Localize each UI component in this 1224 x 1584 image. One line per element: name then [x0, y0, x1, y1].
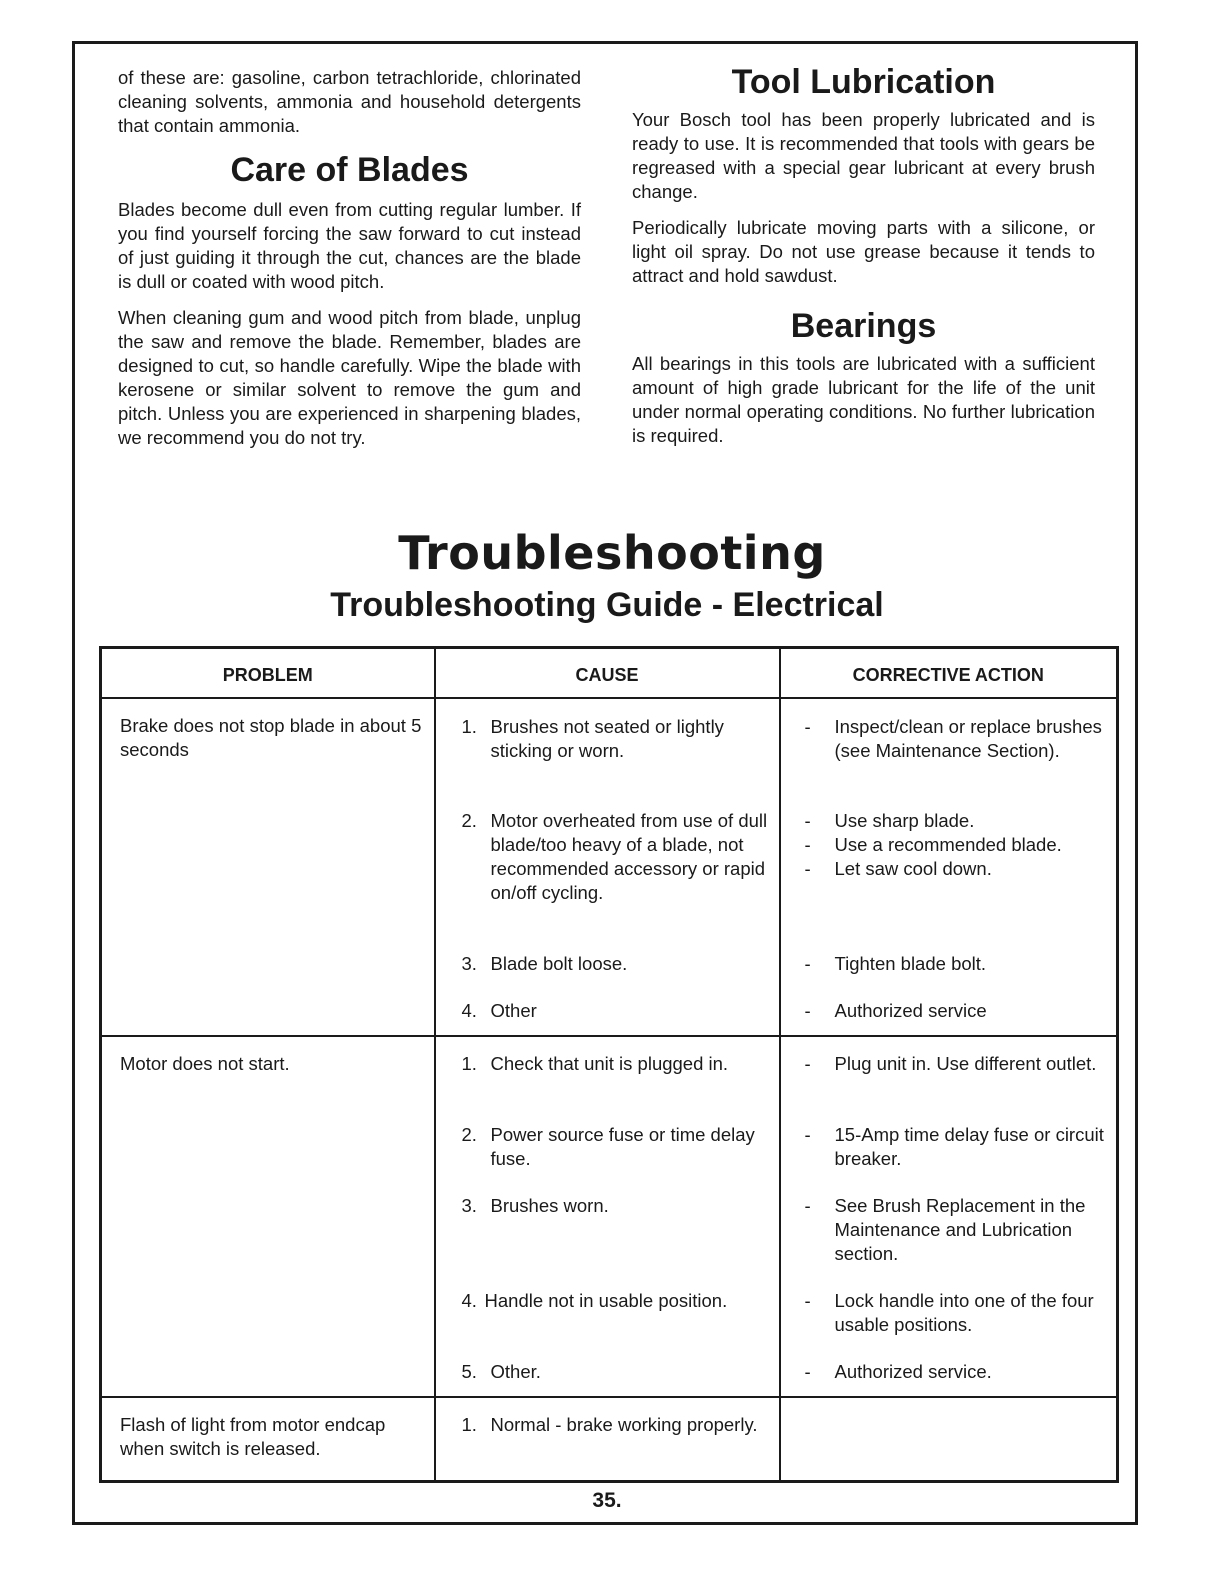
header-corrective-action: CORRECTIVE ACTION — [780, 648, 1118, 699]
cause-number: 4. — [461, 1000, 477, 1021]
lubrication-paragraph-1: Your Bosch tool has been properly lubricated and is ready to use. It is recommended that tools with gears be regreased with a special gear lubricant at every brush change. — [632, 109, 1095, 202]
bearings-heading: Bearings — [790, 307, 937, 345]
action-dash: - — [804, 1290, 811, 1311]
action-dash: - — [804, 858, 811, 879]
action-cell — [780, 1289, 1118, 1360]
cause-number: 1. — [461, 1414, 477, 1435]
action-text: Plug unit in. Use different outlet. — [834, 1053, 1097, 1074]
action-dash: - — [804, 834, 811, 855]
cause-text: Brushes worn. — [490, 1195, 609, 1216]
action-cell — [780, 1360, 1118, 1397]
right-column — [632, 63, 1095, 460]
cause-text: Other. — [490, 1361, 541, 1382]
problem-cell — [101, 1397, 435, 1482]
header-cause: CAUSE — [435, 648, 780, 699]
cause-cell — [435, 1194, 780, 1289]
tool-lubrication-heading: Tool Lubrication — [731, 63, 996, 101]
table-row — [101, 1397, 1118, 1482]
troubleshooting-title: Troubleshooting — [398, 526, 826, 580]
cause-cell — [435, 999, 780, 1036]
action-dash: - — [804, 1053, 811, 1074]
action-cell — [780, 1123, 1118, 1194]
action-text: Let saw cool down. — [834, 858, 992, 879]
cause-cell — [435, 1397, 780, 1482]
care-of-blades-heading: Care of Blades — [230, 151, 469, 189]
guide-subtitle: Troubleshooting Guide - Electrical — [330, 586, 884, 624]
cause-text: Power source fuse or time delay fuse. — [490, 1124, 755, 1169]
cause-number: 1. — [461, 1053, 477, 1074]
action-text: Authorized service. — [834, 1361, 992, 1382]
cause-cell — [435, 952, 780, 999]
cause-text: Other — [490, 1000, 537, 1021]
action-text: Lock handle into one of the four usable positions. — [834, 1290, 1094, 1335]
action-text: Use sharp blade. — [834, 810, 975, 831]
cause-text: Brushes not seated or lightly sticking or worn. — [490, 716, 724, 761]
problem-text: Brake does not stop blade in about 5 seconds — [120, 715, 422, 760]
cause-cell — [435, 809, 780, 952]
table-row — [101, 698, 1118, 809]
cause-text: Normal - brake working properly. — [490, 1414, 758, 1435]
action-dash: - — [804, 716, 811, 737]
cause-number: 3. — [461, 1195, 477, 1216]
problem-text: Flash of light from motor endcap when switch is released. — [120, 1414, 386, 1459]
lubrication-paragraph-2: Periodically lubricate moving parts with a silicone, or light oil spray. Do not use grease because it tends to attract and hold sawdust. — [632, 217, 1095, 286]
cause-cell — [435, 698, 780, 809]
problem-cell — [101, 1036, 435, 1397]
table-header-row — [101, 648, 1118, 699]
problem-text: Motor does not start. — [120, 1053, 290, 1074]
action-dash: - — [804, 1000, 811, 1021]
cause-text: Check that unit is plugged in. — [490, 1053, 729, 1074]
action-text: Tighten blade bolt. — [834, 953, 987, 974]
cause-text: Motor overheated from use of dull blade/too heavy of a blade, not recommended accessory or rapid on/off cycling. — [490, 810, 768, 903]
action-text: Use a recommended blade. — [834, 834, 1062, 855]
action-text: Inspect/clean or replace brushes (see Maintenance Section). — [834, 716, 1102, 761]
header-problem: PROBLEM — [101, 648, 435, 699]
action-text: 15-Amp time delay fuse or circuit breaker. — [834, 1124, 1104, 1169]
cause-text: Blade bolt loose. — [490, 953, 628, 974]
cause-number: 1. — [461, 716, 477, 737]
table-row — [101, 1036, 1118, 1123]
cause-number: 5. — [461, 1361, 477, 1382]
action-cell — [780, 698, 1118, 809]
left-column — [118, 66, 581, 462]
problem-cell — [101, 698, 435, 1036]
cause-cell — [435, 1360, 780, 1397]
action-cell — [780, 952, 1118, 999]
bearings-paragraph: All bearings in this tools are lubricated with a sufficient amount of high grade lubricant for the life of the unit under normal operating conditions. No further lubrication is required. — [632, 353, 1095, 446]
cause-number: 2. — [461, 810, 477, 831]
action-cell — [780, 1036, 1118, 1123]
cause-text: Handle not in usable position. — [484, 1290, 728, 1311]
action-dash: - — [804, 1195, 811, 1216]
cause-number: 3. — [461, 953, 477, 974]
solvents-paragraph: of these are: gasoline, carbon tetrachloride, chlorinated cleaning solvents, ammonia and household detergents that contain ammonia. — [118, 67, 581, 136]
action-dash: - — [804, 1361, 811, 1382]
cause-number: 2. — [461, 1124, 477, 1145]
action-dash: - — [804, 1124, 811, 1145]
care-paragraph-2: When cleaning gum and wood pitch from blade, unplug the saw and remove the blade. Remember, blades are designed to cut, so handle carefully. Wipe the blade with kerosene or similar solvent to remove the gum and pitch. Unless you are experienced in sharpening blades, we recommend you do not try. — [118, 307, 581, 448]
action-cell — [780, 809, 1118, 952]
action-dash: - — [804, 810, 811, 831]
action-cell — [780, 999, 1118, 1036]
troubleshooting-table — [99, 646, 1119, 1483]
action-dash: - — [804, 953, 811, 974]
cause-number: 4. — [461, 1290, 477, 1311]
action-cell — [780, 1397, 1118, 1482]
cause-cell — [435, 1036, 780, 1123]
page-number: 35. — [592, 1489, 622, 1512]
care-paragraph-1: Blades become dull even from cutting regular lumber. If you find yourself forcing the saw forward to cut instead of just guiding it through the cut, chances are the blade is dull or coated with wood pitch. — [118, 199, 581, 292]
cause-cell — [435, 1123, 780, 1194]
action-cell — [780, 1194, 1118, 1289]
action-text: Authorized service — [834, 1000, 987, 1021]
cause-cell — [435, 1289, 780, 1360]
action-text: See Brush Replacement in the Maintenance and Lubrication section. — [834, 1195, 1086, 1264]
